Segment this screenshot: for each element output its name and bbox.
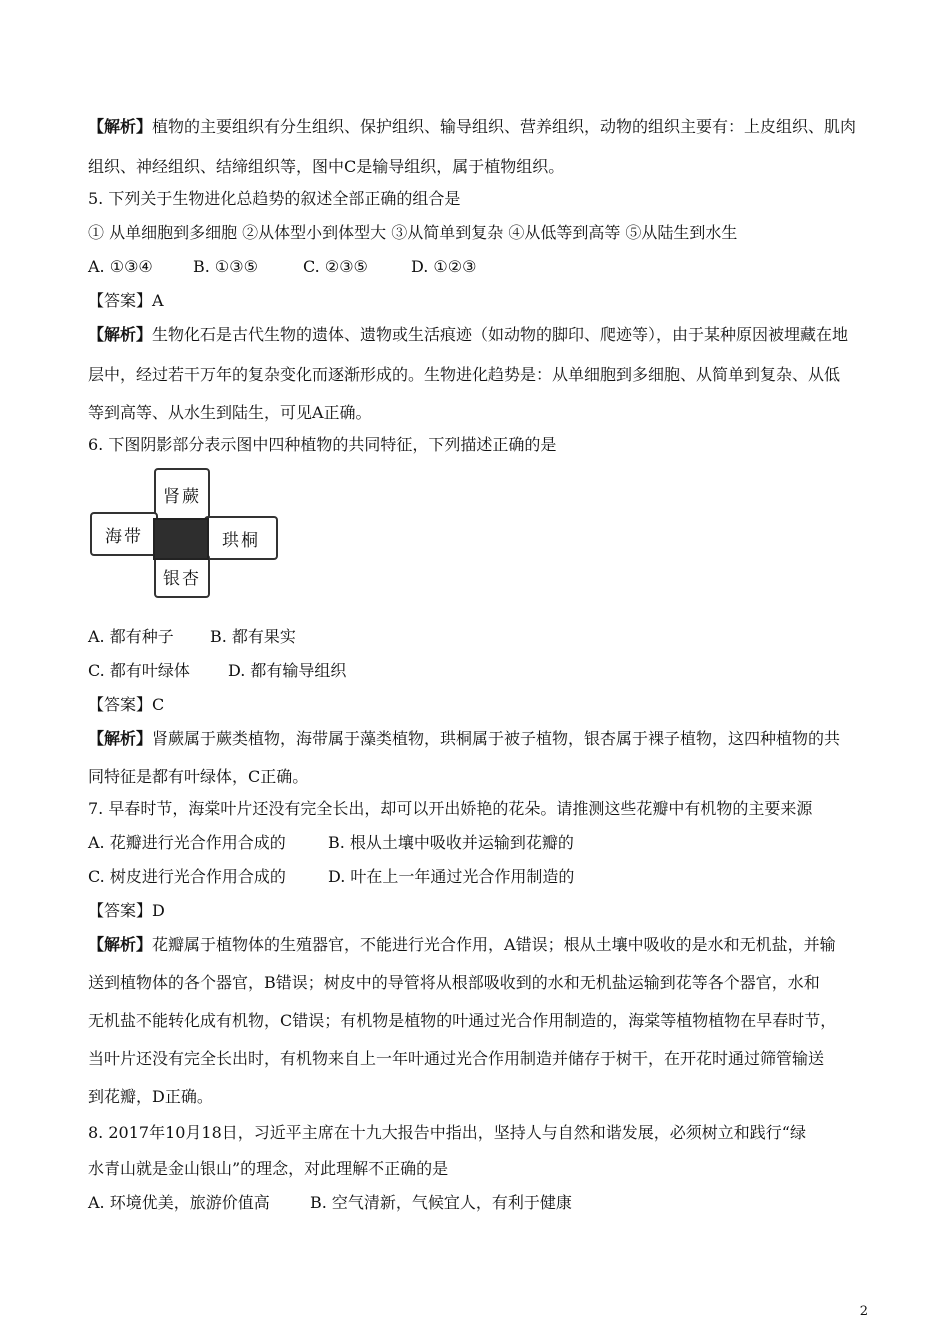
question-5-options [88,256,878,278]
question-7-answer: 【答案】D [88,901,165,920]
analysis-4-line-1: 【解析】植物的主要组织有分生组织、保护组织、输导组织、营养组织，动物的组织主要有：上皮组织、肌肉 [88,117,857,136]
option-b: B. 都有果实 [210,627,296,646]
option-d: D. 叶在上一年通过光合作用制造的 [328,867,575,886]
question-5-answer: 【答案】A [88,291,164,310]
question-5-analysis-line-2: 层中，经过若干万年的复杂变化而逐渐形成的。生物进化趋势是：从单细胞到多细胞、从简单到复杂、从低 [88,365,841,384]
analysis-tag: 【解析】 [88,325,153,344]
question-8-stem-line-1: 8. 2017年10月18日，习近平主席在十九大报告中指出，坚持人与自然和谐发展，必须树立和践行“绿 [88,1123,806,1142]
analysis-tag: 【解析】 [88,117,153,136]
question-7-analysis-line-1: 【解析】花瓣属于植物体的生殖器官，不能进行光合作用，A错误；根从土壤中吸收的是水和无机盐，并输 [88,935,836,954]
option-a: A. 花瓣进行光合作用合成的 [88,833,286,852]
page-number: 2 [859,1304,868,1319]
question-5-stem: 5. 下列关于生物进化总趋势的叙述全部正确的组合是 [88,189,461,208]
plant-cross-diagram [90,468,280,598]
option-c: C. ②③⑤ [303,257,368,276]
diagram-box-bottom: 银杏 [154,554,210,598]
option-a: A. ①③④ [88,257,153,276]
analysis-tag: 【解析】 [88,935,153,954]
option-c: C. 都有叶绿体 [88,661,190,680]
question-6-options-row-2 [88,660,878,682]
question-6-analysis-line-1: 【解析】肾蕨属于蕨类植物，海带属于藻类植物，珙桐属于被子植物，银杏属于裸子植物，这四种植物的共 [88,729,841,748]
diagram-box-right: 珙桐 [204,516,278,560]
option-d: D. ①②③ [411,257,477,276]
question-6-answer: 【答案】C [88,695,165,714]
question-7-options-row-2 [88,866,878,888]
analysis-tag: 【解析】 [88,729,153,748]
diagram-shaded-center [153,518,209,560]
question-7-analysis-line-2: 送到植物体的各个器官，B错误；树皮中的导管将从根部吸收到的水和无机盐运输到花等各个器官，水和 [88,973,820,992]
question-7-analysis-line-3: 无机盐不能转化成有机物，C错误；有机物是植物的叶通过光合作用制造的，海棠等植物植物在早春时节， [88,1011,837,1030]
question-8-options-row-1 [88,1192,878,1214]
option-a: A. 环境优美，旅游价值高 [88,1193,270,1212]
question-7-stem: 7. 早春时节，海棠叶片还没有完全长出，却可以开出娇艳的花朵。请推测这些花瓣中有机物的主要来源 [88,799,813,818]
question-5-analysis-line-3: 等到高等、从水生到陆生，可见A正确。 [88,403,372,422]
question-7-analysis-line-4: 当叶片还没有完全长出时，有机物来自上一年叶通过光合作用制造并储存于树干，在开花时通过筛管输送 [88,1049,825,1068]
question-6-analysis-line-2: 同特征是都有叶绿体，C正确。 [88,767,309,786]
option-b: B. ①③⑤ [193,257,258,276]
option-a: A. 都有种子 [88,627,174,646]
question-5-analysis-line-1: 【解析】生物化石是古代生物的遗体、遗物或生活痕迹（如动物的脚印、爬迹等），由于某种原因被埋藏在地 [88,325,849,344]
diagram-box-left: 海带 [90,512,158,556]
question-7-options-row-1 [88,832,878,854]
question-6-stem: 6. 下图阴影部分表示图中四种植物的共同特征，下列描述正确的是 [88,435,557,454]
diagram-box-top: 肾蕨 [154,468,210,520]
option-b: B. 根从土壤中吸收并运输到花瓣的 [328,833,574,852]
question-7-analysis-line-5: 到花瓣，D正确。 [88,1087,213,1106]
option-c: C. 树皮进行光合作用合成的 [88,867,286,886]
analysis-4-line-2: 组织、神经组织、结缔组织等，图中C是输导组织，属于植物组织。 [88,157,565,176]
option-d: D. 都有输导组织 [228,661,347,680]
option-b: B. 空气清新，气候宜人，有利于健康 [310,1193,572,1212]
question-6-options-row-1 [88,626,878,648]
question-5-statements: ① 从单细胞到多细胞 ②从体型小到体型大 ③从简单到复杂 ④从低等到高等 ⑤从陆生到水生 [88,223,738,242]
question-8-stem-line-2: 水青山就是金山银山”的理念，对此理解不正确的是 [88,1159,449,1178]
